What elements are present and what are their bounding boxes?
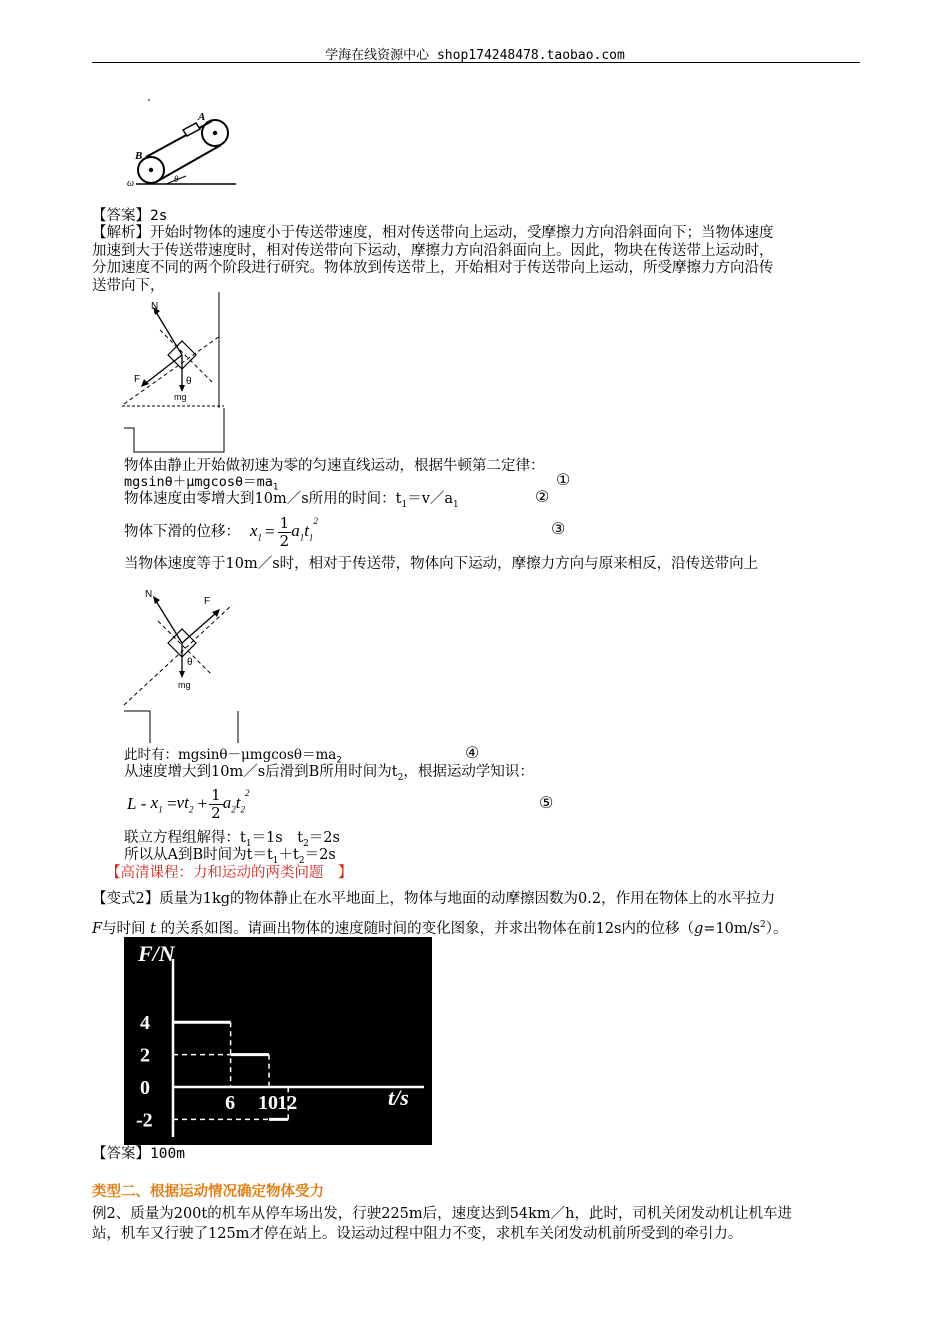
y-tick-label: 2 xyxy=(140,1044,150,1067)
x-axis-label: t/s xyxy=(388,1085,409,1110)
label-n: N xyxy=(145,589,153,600)
equals: = xyxy=(265,522,275,541)
var-g: g xyxy=(694,920,704,937)
equation-number-5: ⑤ xyxy=(539,793,554,812)
vt2-var: vt xyxy=(176,793,189,813)
course-link[interactable]: 【高清课程：力和运动的两类问题 】 xyxy=(106,865,353,881)
equation-1-text: mgsinθ＋μmgcosθ＝ma xyxy=(124,474,273,490)
equation-1-sub: 1 xyxy=(272,482,279,493)
a1-var: a xyxy=(291,521,300,541)
answer-value: 2s xyxy=(150,208,168,224)
equation-5-intro-rest: ，根据运动学知识： xyxy=(403,764,534,780)
section-title: 类型二、根据运动情况确定物体受力 xyxy=(92,1183,324,1200)
equation-number-4: ④ xyxy=(465,743,480,762)
equation-4-text: 此时有：mgsinθ－μmgcosθ＝ma xyxy=(124,747,337,763)
total-end: ＝2s xyxy=(304,847,336,863)
plus: + xyxy=(193,794,208,813)
force-diagram-2 xyxy=(120,585,242,745)
total-sub: 1 xyxy=(272,855,279,866)
label-mg: mg xyxy=(174,392,187,402)
t2-var: t xyxy=(235,793,241,813)
page-header: 学海在线资源中心 shop174248478.taobao.com xyxy=(325,48,625,63)
equation-3 xyxy=(124,512,318,552)
frac-den: 2 xyxy=(279,531,290,550)
force-time-chart xyxy=(124,937,432,1145)
label-n: N xyxy=(151,301,159,312)
example-2-line2: 站，机车又行驶了125m才停在站上。设运动过程中阻力不变，求机车关闭发动机前所受到的牵引力。 xyxy=(92,1226,743,1242)
x-tick-label: 10 xyxy=(258,1092,278,1114)
label-b: B xyxy=(135,150,143,162)
t1-sup: 2 xyxy=(313,515,318,526)
analysis-line: 送带向下， xyxy=(92,277,165,294)
x1-sub: 1 xyxy=(257,532,263,543)
equation-2-sub: 1 xyxy=(401,499,408,510)
x1-var: x xyxy=(250,521,258,541)
a1-sub: 1 xyxy=(299,532,305,543)
x1-var: x xyxy=(150,793,159,813)
friction-reverse-text: 当物体速度等于10m／s时，相对于传送带，物体向下运动，摩擦力方向与原来相反，沿传送带向上 xyxy=(124,556,759,572)
answer-line-2 xyxy=(92,1144,185,1164)
equation-2-text: 物体速度由零增大到10m／s所用的时间：t xyxy=(124,491,402,507)
analysis-paragraph: 【解析】开始时物体的速度小于传送带速度，相对传送带向上运动，受摩擦力方向沿斜面向下；当物体速度 加速到大于传送带速度时，相对传送带向下运动，摩擦力方向沿斜面向上。因此，物块在传送带上运动时， 分加速度不同的两个阶段进行研究。物体放到传送带上，开始相对于传送带向上运动，所受摩擦力方向沿传 送带向下， xyxy=(92,225,862,295)
variant-2-line2d: ）。 xyxy=(765,920,788,937)
variant-2-line2b: 的关系如图。请画出物体的速度随时间的变化图象，并求出物体在前12s内的位移（ xyxy=(156,920,694,937)
t2-sup: 2 xyxy=(244,787,250,798)
newton-law-intro: 物体由静止开始做初速为零的匀速直线运动，根据牛顿第二定律： xyxy=(124,458,545,474)
conveyor-belt-figure xyxy=(126,96,244,188)
equation-2-sub2: 1 xyxy=(453,499,459,510)
label-f: F xyxy=(134,374,141,385)
equation-2 xyxy=(124,489,459,515)
equation-4-sub: 2 xyxy=(336,755,342,766)
label-a: A xyxy=(198,111,206,123)
analysis-line: 分加速度不同的两个阶段进行研究。物体放到传送带上，开始相对于传送带向上运动，所受摩擦力方向沿传 xyxy=(92,260,774,276)
var-t: t xyxy=(150,920,156,937)
t2-sub: 2 xyxy=(240,804,245,815)
vt2-sub: 2 xyxy=(188,804,194,815)
header-rule xyxy=(92,62,860,63)
total-sub: 2 xyxy=(298,855,305,866)
t1-sub: 1 xyxy=(308,532,314,543)
example-2-line1: 例2、质量为200t的机车从停车场出发，行驶225m后，速度达到54km／h，此时，司机关闭发动机让机车进 xyxy=(92,1206,792,1222)
total-plus: ＋t xyxy=(278,847,299,863)
y-axis-label: F/N xyxy=(138,941,175,966)
analysis-line: 加速到大于传送带速度时，相对传送带向下运动，摩擦力方向沿斜面向上。因此，物块在传送带上运动时， xyxy=(92,242,774,259)
l-var: L xyxy=(127,794,137,813)
y-tick-label: -2 xyxy=(136,1109,153,1132)
label-mg: mg xyxy=(178,680,191,690)
var-f: F xyxy=(92,920,103,937)
solution-sub: 2 xyxy=(303,838,309,849)
force-diagram-1 xyxy=(120,290,228,454)
answer-label: 【答案】 xyxy=(92,1146,150,1162)
solution-mid: ＝1s t xyxy=(251,830,304,846)
solution-end: ＝2s xyxy=(308,830,340,846)
equation-number-3: ③ xyxy=(551,519,566,538)
a2-sub: 2 xyxy=(231,804,236,815)
equation-5-intro-text: 从速度增大到10m／s后滑到B所用时间为t xyxy=(124,764,398,780)
y-tick-label: 0 xyxy=(140,1077,150,1099)
variant-2-line2a: 与时间 xyxy=(102,920,151,937)
total-text: 所以从A到B时间为t＝t xyxy=(124,847,273,863)
frac-den: 2 xyxy=(211,803,221,822)
a2-var: a xyxy=(222,793,232,813)
fraction-half xyxy=(209,787,223,822)
analysis-label: 解析 xyxy=(106,225,136,241)
block-icon xyxy=(183,123,200,136)
fraction-half xyxy=(278,515,292,550)
label-theta: θ xyxy=(186,376,192,387)
analysis-line: 开始时物体的速度小于传送带速度，相对传送带向上运动，受摩擦力方向沿斜面向下；当物体速度 xyxy=(150,225,774,241)
t1-var: t xyxy=(304,521,309,541)
y-tick-label: 4 xyxy=(140,1012,150,1035)
equation-number-1: ① xyxy=(556,470,571,489)
equation-5-intro-sub: 2 xyxy=(397,772,404,783)
answer-line-1 xyxy=(92,206,167,226)
label-theta: θ xyxy=(174,174,179,184)
label-omega: ω xyxy=(127,178,135,188)
x-tick-label: 6 xyxy=(225,1092,236,1114)
answer-label: 答案 xyxy=(106,208,136,224)
example-2 xyxy=(92,1204,862,1244)
variant-2-line1: 质量为1kg的物体静止在水平地面上，物体与地面的动摩擦因数为0.2，作用在物体上的水平拉力 xyxy=(159,891,776,907)
answer-bracket-right: 】 xyxy=(135,208,150,224)
equation-number-2: ② xyxy=(535,487,550,506)
equals: = xyxy=(162,794,177,813)
x1-sub: 1 xyxy=(158,804,163,815)
equation-5 xyxy=(127,784,249,824)
variant-2-label: 【变式2】 xyxy=(92,891,160,907)
equation-2-rest: ＝v／a xyxy=(407,491,454,507)
answer-value: 100m xyxy=(150,1146,185,1162)
variant-2-sup: 2 xyxy=(759,920,766,930)
label-f: F xyxy=(204,596,211,607)
equation-3-label: 物体下滑的位移： xyxy=(124,524,240,540)
minus: - xyxy=(136,794,151,813)
frac-num: 1 xyxy=(211,785,221,804)
solution-text: 联立方程组解得：t xyxy=(124,830,246,846)
variant-2-question xyxy=(92,886,862,942)
label-theta: θ xyxy=(187,657,193,668)
frac-num: 1 xyxy=(279,513,290,532)
x-tick-label: 12 xyxy=(277,1092,298,1114)
solution-sub: 1 xyxy=(245,838,252,849)
answer-bracket-left: 【 xyxy=(92,208,107,224)
variant-2-line2c: =10m/s xyxy=(703,920,760,937)
